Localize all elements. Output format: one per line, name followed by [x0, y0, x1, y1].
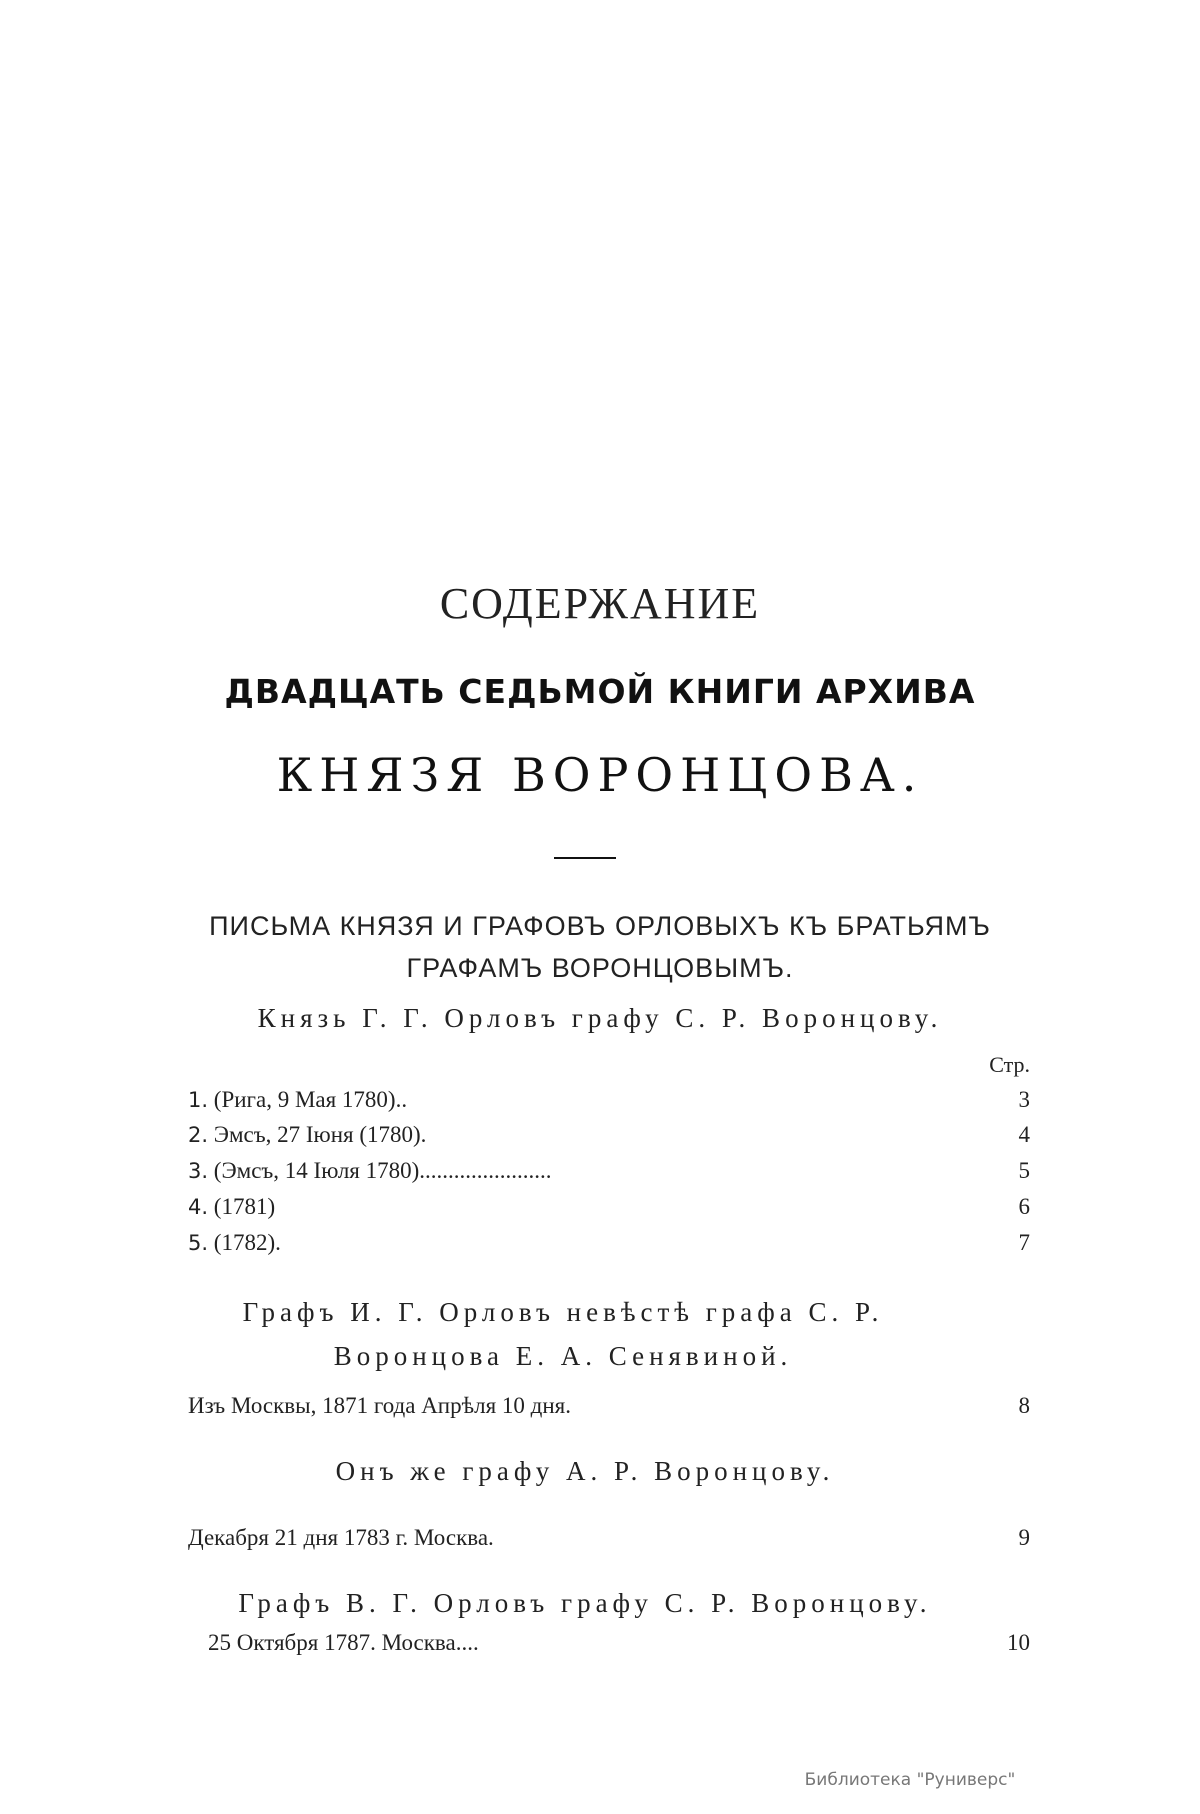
item-page: 3 [1018, 1087, 1030, 1112]
letter-entry: Декабря 21 дня 1783 г. Москва. [188, 1525, 494, 1550]
entry-page: 10 [1007, 1630, 1030, 1655]
toc-row [188, 1194, 1030, 1228]
toc-row [188, 1087, 1030, 1121]
item-number: 1. [188, 1088, 209, 1112]
toc-row [188, 1158, 1030, 1192]
library-watermark: Библиотека "Руниверс" [804, 1770, 1016, 1790]
page-title: СОДЕРЖАНИЕ [439, 579, 761, 628]
title-divider [554, 857, 616, 859]
item-page: 6 [1018, 1194, 1030, 1219]
item-page: 7 [1018, 1230, 1030, 1255]
group-heading-1: Князь Г. Г. Орловъ графу С. Р. Воронцову. [257, 1003, 943, 1033]
item-number: 4. [188, 1195, 209, 1219]
toc-row [188, 1230, 1030, 1264]
toc-row [188, 1122, 1030, 1156]
item-text: Эмсъ, 27 Іюня (1780). [213, 1122, 427, 1147]
section-heading: ПИСЬМА КНЯЗЯ И ГРАФОВЪ ОРЛОВЫХЪ КЪ БРАТЬЯМЪ ГРАФАМЪ ВОРОНЦОВЫМЪ. [209, 911, 991, 983]
item-number: 5. [188, 1231, 209, 1255]
letter-entry: Изъ Москвы, 1871 года Апрѣля 10 дня. [188, 1393, 572, 1418]
item-number: 2. [188, 1123, 209, 1147]
item-number: 3. [188, 1159, 209, 1183]
page-subtitle: ДВАДЦАТЬ СЕДЬМОЙ КНИГИ АРХИВА [224, 672, 976, 711]
group-heading-4: Графъ В. Г. Орловъ графу С. Р. Воронцову. [238, 1588, 932, 1618]
item-text: (Эмсъ, 14 Іюля 1780)....................... [213, 1158, 552, 1183]
letter-entry: 25 Октября 1787. Москва.... [208, 1630, 479, 1655]
decorative-title: КНЯЗЯ ВОРОНЦОВА. [276, 748, 924, 802]
entry-page: 8 [1018, 1393, 1030, 1418]
group-heading-3: Онъ же графу А. Р. Воронцову. [335, 1456, 835, 1486]
item-page: 5 [1018, 1158, 1030, 1183]
entry-page: 9 [1018, 1525, 1030, 1550]
item-text: (Рига, 9 Мая 1780).. [213, 1087, 408, 1112]
group-heading-2: Графъ И. Г. Орловъ невѣстѣ графа С. Р. Воронцова Е. А. Сенявиной. [242, 1297, 884, 1371]
item-page: 4 [1018, 1122, 1030, 1147]
page-column-label: Стр. [989, 1052, 1030, 1077]
item-text: (1781) [213, 1194, 276, 1219]
item-text: (1782). [213, 1230, 281, 1255]
